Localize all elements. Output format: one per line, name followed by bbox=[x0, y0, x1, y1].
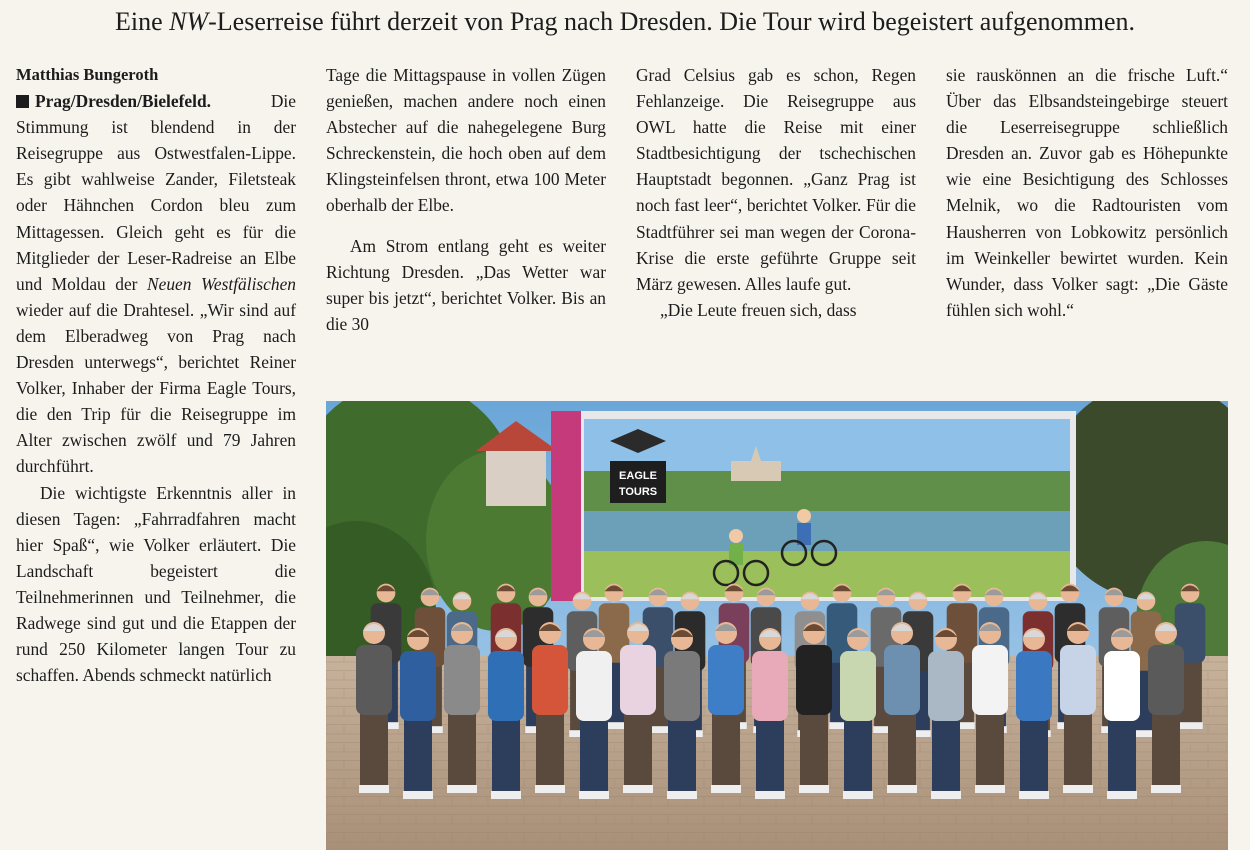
group-member bbox=[972, 622, 1008, 793]
article-column-1 bbox=[16, 62, 296, 688]
group-member bbox=[884, 622, 920, 793]
lead-paragraph bbox=[16, 88, 296, 479]
paragraph-insight: Die wichtigste Erkenntnis aller in diesen Tagen: „Fahrradfahren macht hier Spaß“, wie Volker erläutert. Die Landschaft begeistert die Teilnehmerinnen und Teilnehmer, die Radwege sind gut und die Etappen der rund 250 Kilometer langen Tour zu schaffen. Abends schmeckt natürlich bbox=[16, 482, 296, 686]
banner-logo-line1: EAGLE bbox=[619, 470, 657, 482]
headline-publication: NW bbox=[169, 7, 209, 36]
paragraph-quote-start: „Die Leute freuen sich, dass bbox=[660, 299, 857, 320]
group-member bbox=[840, 628, 876, 799]
group-member bbox=[1104, 628, 1140, 799]
group-member bbox=[400, 628, 436, 799]
article-column-3 bbox=[636, 62, 916, 323]
group-photo bbox=[326, 401, 1228, 850]
group-member bbox=[1148, 622, 1184, 793]
group-member bbox=[356, 622, 392, 793]
group-member bbox=[708, 622, 744, 793]
article-column-2 bbox=[326, 62, 606, 337]
headline-rest: -Leserreise führt derzeit von Prag nach Dresden. Die Tour wird begeistert aufgenommen. bbox=[208, 7, 1135, 36]
headline bbox=[0, 6, 1250, 38]
group-member bbox=[664, 628, 700, 799]
group-member bbox=[488, 628, 524, 799]
paragraph-weather: Am Strom entlang geht es weiter Richtung Dresden. „Das Wetter war super bis jetzt“, berichtet Volker. Bis an die 30 bbox=[326, 235, 606, 334]
banner bbox=[551, 411, 1076, 601]
group-member bbox=[1016, 628, 1052, 799]
group-photo-illustration bbox=[326, 401, 1228, 850]
group-member bbox=[444, 622, 480, 793]
banner-logo-line2: TOURS bbox=[618, 486, 658, 498]
lead-text-part-1: Die Stimmung ist blendend in der Reisegruppe aus Ostwestfalen-Lippe. Es gibt wahlweise Zander, Filetsteak oder Hähnchen Cordon bleu zum Mittagessen. Gleich geht es für die Mitglieder der Leser-Radreise an Elbe und Moldau der bbox=[16, 91, 296, 294]
paragraph-marker-icon bbox=[16, 95, 29, 108]
group-member bbox=[752, 628, 788, 799]
paragraph-dresden: sie rauskönnen an die frische Luft.“ Über das Elbsandsteingebirge steuert die Leserreisegruppe schließlich Dresden an. Zuvor gab es Höhepunkte wie eine Besichtigung des Schlosses Melnik, wo die Radtouristen vom Hausherren von Lobkowitz persönlich im Weinkeller bewirtet wurden. Kein Wunder, dass Volker sagt: „Die Gäste fühlen sich wohl.“ bbox=[946, 65, 1228, 320]
dateline: Prag/Dresden/Bielefeld. bbox=[35, 91, 211, 112]
group-member bbox=[928, 628, 964, 799]
group-member bbox=[532, 622, 568, 793]
lead-text-publication: Neuen Westfälischen bbox=[147, 273, 296, 294]
lead-text-part-2: wieder auf die Drahtesel. „Wir sind auf dem Elberadweg von Prag nach Dresden unterwegs“, berichtet Reiner Volker, Inhaber der Firma Eagle Tours, die den Trip für die Reisegruppe im Alter zwischen zwölf und 79 Jahren durchführt. bbox=[16, 299, 296, 477]
group-member bbox=[620, 622, 656, 793]
author-byline: Matthias Bungeroth bbox=[16, 65, 159, 84]
article-column-4 bbox=[946, 62, 1228, 323]
group-member bbox=[796, 622, 832, 793]
group-member bbox=[1060, 622, 1096, 793]
paragraph-lunch: Tage die Mittagspause in vollen Zügen genießen, machen andere noch einen Abstecher auf die nahegelegene Burg Schreckenstein, die hoch oben auf dem Klingsteinfelsen thront, etwa 100 Meter oberhalb der Elbe. bbox=[326, 65, 606, 216]
paragraph-prague: Grad Celsius gab es schon, Regen Fehlanzeige. Die Reisegruppe aus OWL hatte die Reise mit einer Stadtbesichtigung der tschechischen Hauptstadt begonnen. „Ganz Prag ist noch fast leer“, berichtet Volker. Für die Stadtführer sei man wegen der Corona-Krise die erste geführte Gruppe seit März gewesen. Alles laufe gut. bbox=[636, 65, 916, 294]
group-member bbox=[576, 628, 612, 799]
headline-start: Eine bbox=[114, 7, 170, 36]
